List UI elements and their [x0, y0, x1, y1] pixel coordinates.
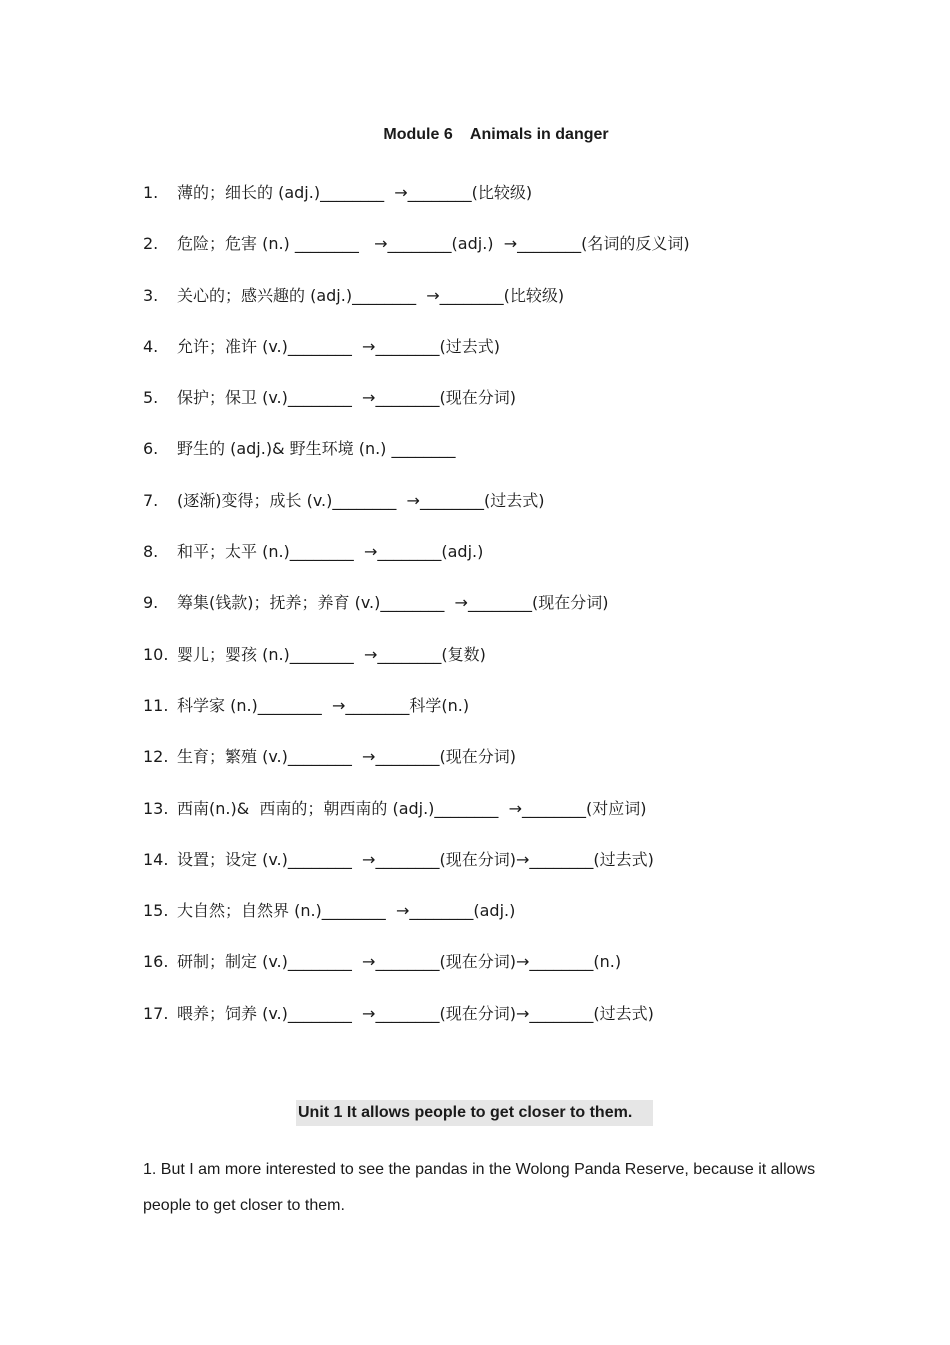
example-sentence: 1. But I am more interested to see the pandas in the Wolong Panda Reserve, because it allows people to get closer to them. [143, 1161, 816, 1214]
list-item [143, 900, 690, 951]
item-text: 薄的；细长的 (adj.)________ →________(比较级) [177, 183, 533, 202]
list-item [143, 951, 690, 1002]
item-number: 7. [143, 490, 159, 510]
item-number: 4. [143, 336, 159, 356]
list-item [143, 490, 690, 541]
item-text: 野生的 (adj.)& 野生环境 (n.) ________ [177, 439, 456, 459]
item-text: 设置；设定 (v.)________ →________(现在分词)→________(过去式) [177, 849, 654, 869]
list-item [143, 849, 690, 900]
item-number: 13. [143, 798, 169, 818]
item-number: 11. [143, 695, 169, 715]
item-text: 和平；太平 (n.)________ →________(adj.) [177, 542, 484, 562]
list-item [143, 285, 690, 336]
item-text: 西南(n.)& 西南的；朝西南的 (adj.)________ →________(对应词) [177, 798, 647, 818]
item-number: 5. [143, 388, 159, 408]
list-item [143, 644, 690, 695]
list-item [143, 387, 690, 438]
item-number: 14. [143, 849, 169, 869]
item-number: 1. [143, 183, 159, 202]
page-title: Module 6 Animals in danger [383, 126, 609, 143]
item-text: 保护；保卫 (v.)________ →________(现在分词) [177, 388, 516, 408]
item-number: 15. [143, 901, 169, 921]
item-text: 大自然；自然界 (n.)________ →________(adj.) [177, 901, 516, 921]
item-number: 12. [143, 747, 169, 767]
item-text: 生育；繁殖 (v.)________ →________(现在分词) [177, 747, 516, 767]
list-item [143, 233, 690, 284]
list-item [143, 746, 690, 797]
item-text: (逐渐)变得；成长 (v.)________ →________(过去式) [177, 490, 545, 510]
item-text: 科学家 (n.)________ →________科学(n.) [177, 695, 470, 715]
unit-heading [296, 1100, 653, 1126]
item-number: 2. [143, 234, 159, 254]
item-text: 喂养；饲养 (v.)________ →________(现在分词)→________(过去式) [177, 1003, 654, 1023]
list-item [143, 541, 690, 592]
list-item [143, 798, 690, 849]
item-text: 危险；危害 (n.) ________ →________(adj.) →________(名词的反义词) [177, 234, 690, 254]
item-text: 关心的；感兴趣的 (adj.)________ →________(比较级) [177, 285, 565, 305]
item-text: 筹集(钱款)；抚养；养育 (v.)________ →________(现在分词) [177, 593, 609, 613]
item-number: 10. [143, 644, 169, 664]
item-number: 3. [143, 285, 159, 305]
item-text: 婴儿；婴孩 (n.)________ →________(复数) [177, 644, 486, 664]
list-item [143, 336, 690, 387]
item-number: 9. [143, 593, 159, 613]
unit-title: Unit 1 It allows people to get closer to them. [298, 1104, 633, 1121]
list-item [143, 438, 690, 489]
item-number: 6. [143, 439, 159, 459]
item-number: 8. [143, 542, 159, 562]
vocabulary-list [143, 182, 690, 1054]
list-item [143, 592, 690, 643]
list-item [143, 182, 690, 233]
list-item [143, 1003, 690, 1054]
list-item [143, 695, 690, 746]
item-number: 17. [143, 1003, 169, 1023]
item-text: 允许；准许 (v.)________ →________(过去式) [177, 336, 500, 356]
item-number: 16. [143, 952, 169, 972]
item-text: 研制；制定 (v.)________ →________(现在分词)→________(n.) [177, 952, 622, 972]
